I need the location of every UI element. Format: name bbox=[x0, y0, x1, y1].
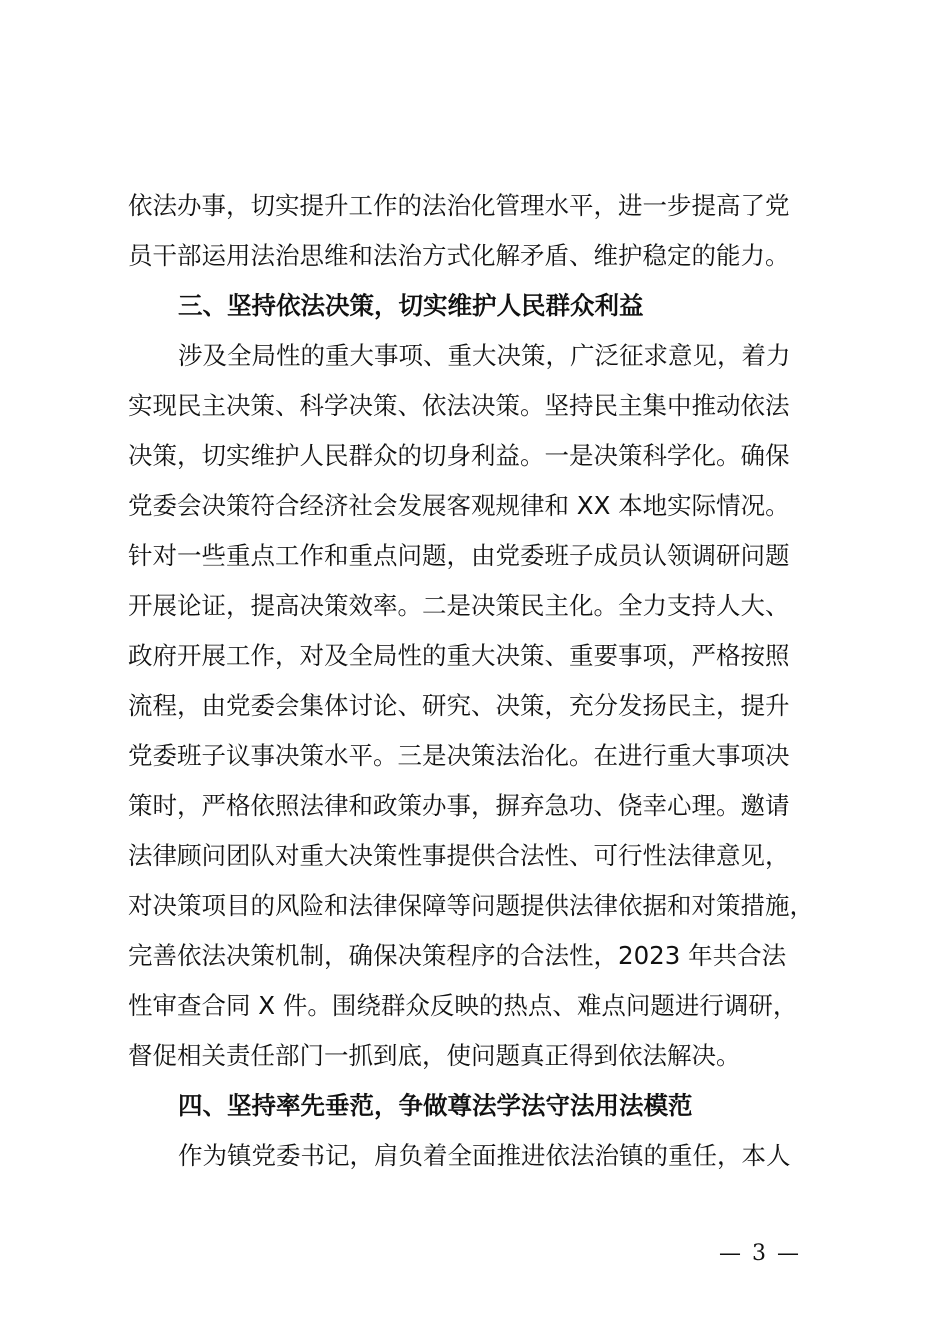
text-line: 依法办事，切实提升工作的法治化管理水平，进一步提高了党 bbox=[128, 191, 790, 220]
text-line: 决策，切实维护人民群众的切身利益。一是决策科学化。确保 bbox=[128, 441, 790, 470]
text-line: 涉及全局性的重大事项、重大决策，广泛征求意见，着力 bbox=[178, 341, 791, 370]
text-line: 党委班子议事决策水平。三是决策法治化。在进行重大事项决 bbox=[128, 741, 790, 770]
text-line: 策时，严格依照法律和政策办事，摒弃急功、侥幸心理。邀请 bbox=[128, 791, 790, 820]
text-line: 党委会决策符合经济社会发展客观规律和 XX 本地实际情况。 bbox=[128, 491, 790, 520]
text-line: 性审查合同 X 件。围绕群众反映的热点、难点问题进行调研， bbox=[128, 991, 798, 1020]
text-line: 完善依法决策机制，确保决策程序的合法性，2023 年共合法 bbox=[128, 941, 787, 970]
text-line: 督促相关责任部门一抓到底，使问题真正得到依法解决。 bbox=[128, 1041, 741, 1070]
section-heading-3: 三、坚持依法决策，切实维护人民群众利益 bbox=[178, 291, 644, 320]
text-line: 开展论证，提高决策效率。二是决策民主化。全力支持人大、 bbox=[128, 591, 790, 620]
text-line: 对决策项目的风险和法律保障等问题提供法律依据和对策措施， bbox=[128, 891, 814, 920]
text-line: 实现民主决策、科学决策、依法决策。坚持民主集中推动依法 bbox=[128, 391, 790, 420]
text-line: 针对一些重点工作和重点问题，由党委班子成员认领调研问题 bbox=[128, 541, 790, 570]
text-line: 员干部运用法治思维和法治方式化解矛盾、维护稳定的能力。 bbox=[128, 241, 790, 270]
text-line: 政府开展工作，对及全局性的重大决策、重要事项，严格按照 bbox=[128, 641, 790, 670]
section-heading-4: 四、坚持率先垂范，争做尊法学法守法用法模范 bbox=[178, 1091, 693, 1120]
text-line: 作为镇党委书记，肩负着全面推进依法治镇的重任，本人 bbox=[178, 1141, 791, 1170]
text-line: 法律顾问团队对重大决策性事提供合法性、可行性法律意见， bbox=[128, 841, 790, 870]
text-line: 流程，由党委会集体讨论、研究、决策，充分发扬民主，提升 bbox=[128, 691, 790, 720]
page-number: — 3 — bbox=[719, 1241, 801, 1266]
document-body bbox=[128, 181, 848, 1181]
